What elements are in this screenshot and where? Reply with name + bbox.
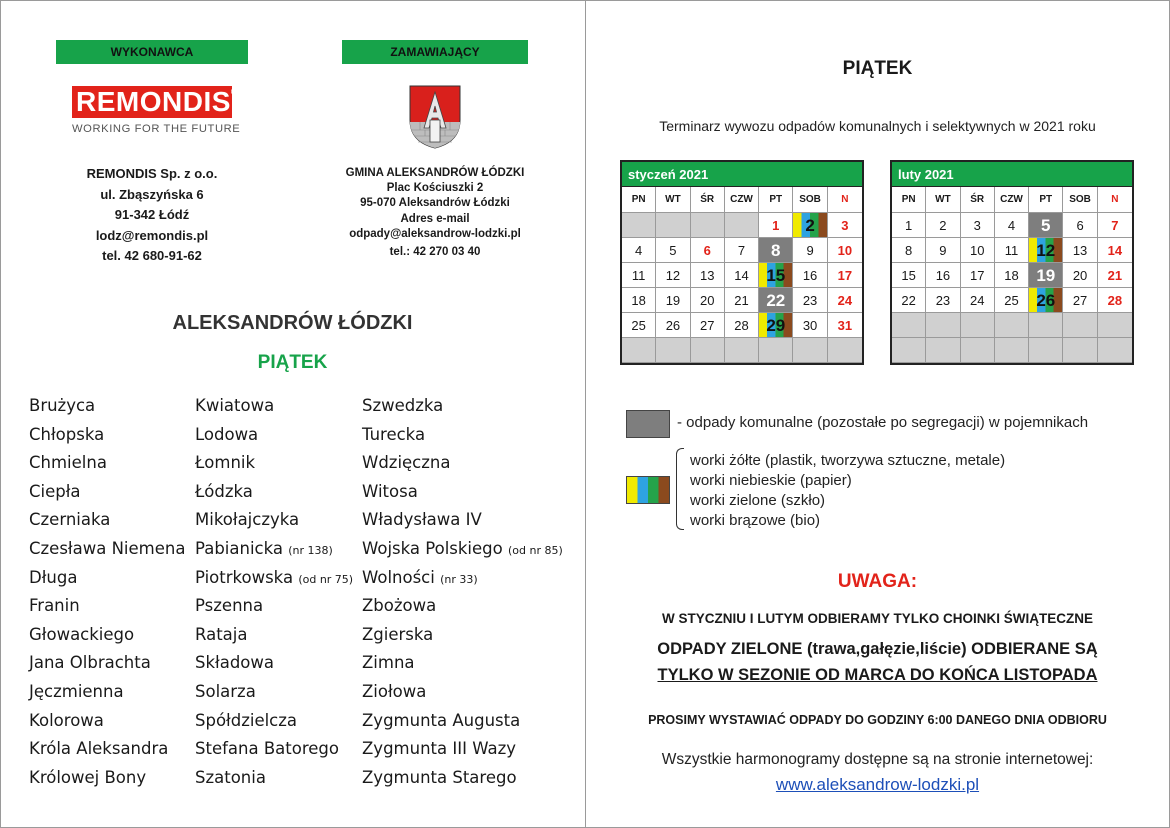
street-name: Jęczmienna (29, 681, 124, 701)
calendar-day: 14 (1098, 238, 1132, 263)
calendar-day: 9 (793, 238, 827, 263)
calendar-empty-cell (995, 338, 1029, 363)
contractor-address: REMONDIS Sp. z o.o. ul. Zbąszyńska 6 91-342 Łódź lodz@remondis.pl tel. 42 680-91-62 (86, 166, 218, 263)
day-name-header: ŚR (691, 187, 725, 213)
calendar-day: 25 (622, 313, 656, 338)
calendar-day: 24 (961, 288, 995, 313)
day-name-header: N (1098, 187, 1132, 213)
street-note: (od nr 85) (508, 543, 563, 557)
street-name: Chmielna (29, 453, 107, 473)
street-name: Królowej Bony (29, 767, 147, 787)
street-name: Pabianicka (nr 138) (195, 538, 333, 558)
calendar-empty-cell (691, 338, 725, 363)
street-name: Pszenna (195, 596, 264, 616)
calendar-empty-cell (1098, 313, 1132, 338)
street-column-3 (362, 392, 563, 792)
notice-title: UWAGA: (837, 571, 918, 592)
calendar-empty-cell (656, 338, 690, 363)
day-name-header: PN (892, 187, 926, 213)
calendar-day: 17 (828, 263, 862, 288)
calendar-day: 7 (725, 238, 759, 263)
calendar-empty-cell (892, 338, 926, 363)
calendar-day: 26 (656, 313, 690, 338)
calendar-day: 17 (961, 263, 995, 288)
calendar-empty-cell (725, 213, 759, 238)
legend-grey-swatch (626, 410, 670, 438)
street-name: Ziołowa (362, 681, 427, 701)
calendar-day: 16 (793, 263, 827, 288)
calendar-day: 6 (691, 238, 725, 263)
calendar-day: 11 (622, 263, 656, 288)
client-label: ZAMAWIAJĄCY (342, 40, 528, 64)
calendar-day: 28 (725, 313, 759, 338)
calendar-day: 3 (961, 213, 995, 238)
street-column-1 (29, 392, 185, 792)
day-name-header: N (828, 187, 862, 213)
street-name: Ciepła (29, 481, 81, 501)
calendar-day: 24 (828, 288, 862, 313)
calendar-day: 19 (656, 288, 690, 313)
calendar-day: 25 (995, 288, 1029, 313)
calendar-day: 7 (1098, 213, 1132, 238)
calendar-day: 4 (622, 238, 656, 263)
calendar-empty-cell (793, 338, 827, 363)
legend-brace (676, 448, 684, 530)
notice-line-1: W STYCZNIU I LUTYM ODBIERAMY TYLKO CHOINKI ŚWIĄTECZNE (662, 611, 1093, 626)
website-link-wrap (585, 775, 1170, 795)
street-name: Wojska Polskiego (od nr 85) (362, 538, 563, 558)
street-name: Zygmunta Augusta (362, 710, 521, 730)
calendar-empty-cell (926, 313, 960, 338)
calendar-empty-cell (656, 213, 690, 238)
calendar-day: 4 (995, 213, 1029, 238)
day-title-right: PIĄTEK (842, 58, 913, 79)
calendar-month-title: luty 2021 (892, 162, 1132, 187)
day-name-header: PT (759, 187, 793, 213)
street-name: Zgierska (362, 624, 434, 644)
calendar-empty-cell (1029, 338, 1063, 363)
street-name: Głowackiego (29, 624, 135, 644)
street-note: (od nr 75) (298, 572, 354, 586)
street-name: Składowa (195, 653, 275, 673)
street-note: (nr 138) (288, 543, 333, 557)
street-name: Chłopska (29, 424, 105, 444)
calendar-day-selektywne: 29 (759, 313, 793, 338)
calendar-day: 22 (892, 288, 926, 313)
calendar-day: 15 (892, 263, 926, 288)
street-name: Rataja (195, 624, 248, 644)
remondis-logo: REMONDIS® WORKING FOR THE FUTURE (72, 86, 241, 135)
notice-line-3: TYLKO W SEZONIE OD MARCA DO KOŃCA LISTOPADA (657, 666, 1098, 684)
street-name: Piotrkowska (od nr 75) (195, 567, 354, 587)
calendar-day: 13 (1063, 238, 1097, 263)
calendar-day: 27 (691, 313, 725, 338)
calendar-day: 16 (926, 263, 960, 288)
calendar-february (890, 160, 1134, 365)
calendar-day: 10 (828, 238, 862, 263)
notice-line-5: Wszystkie harmonogramy dostępne są na stronie internetowej: (661, 751, 1094, 768)
calendar-empty-cell (1029, 313, 1063, 338)
street-name: Zbożowa (362, 596, 437, 616)
street-name: Czerniaka (29, 510, 111, 530)
street-name: Lodowa (195, 424, 259, 444)
calendar-day: 2 (926, 213, 960, 238)
street-name: Zygmunta III Wazy (362, 739, 516, 759)
street-name: Wolności (nr 33) (362, 567, 478, 587)
calendar-empty-cell (926, 338, 960, 363)
day-name-header: WT (656, 187, 690, 213)
street-name: Mikołajczyka (195, 510, 300, 530)
calendar-day: 8 (892, 238, 926, 263)
street-name: Kwiatowa (195, 396, 275, 415)
calendar-day: 12 (656, 263, 690, 288)
calendar-empty-cell (1098, 338, 1132, 363)
calendar-day: 23 (793, 288, 827, 313)
calendar-day: 3 (828, 213, 862, 238)
street-name: Kolorowa (29, 710, 104, 730)
street-name: Czesława Niemena (29, 538, 186, 558)
schedule-title: Terminarz wywozu odpadów komunalnych i selektywnych w 2021 roku (659, 118, 1096, 134)
calendar-day: 23 (926, 288, 960, 313)
calendar-day-selektywne: 12 (1029, 238, 1063, 263)
calendar-day: 18 (622, 288, 656, 313)
calendar-day: 11 (995, 238, 1029, 263)
remondis-tagline: WORKING FOR THE FUTURE (72, 123, 241, 135)
street-name: Szatonia (195, 767, 266, 787)
calendar-empty-cell (892, 313, 926, 338)
calendar-day: 30 (793, 313, 827, 338)
calendar-empty-cell (725, 338, 759, 363)
day-name-header: SOB (793, 187, 827, 213)
calendar-day: 31 (828, 313, 862, 338)
calendar-day: 18 (995, 263, 1029, 288)
legend-bags-swatch (626, 476, 670, 504)
calendar-day: 9 (926, 238, 960, 263)
street-name: Solarza (195, 681, 256, 701)
calendar-day: 5 (656, 238, 690, 263)
street-name: Stefana Batorego (195, 739, 339, 759)
calendar-empty-cell (961, 313, 995, 338)
day-name-header: PN (622, 187, 656, 213)
day-name-header: CZW (995, 187, 1029, 213)
calendar-empty-cell (622, 213, 656, 238)
calendar-empty-cell (828, 338, 862, 363)
contractor-label: WYKONAWCA (56, 40, 248, 64)
coat-of-arms-icon (408, 84, 462, 150)
day-name-header: WT (926, 187, 960, 213)
calendar-empty-cell (622, 338, 656, 363)
street-name: Spółdzielcza (195, 710, 298, 730)
street-name: Długa (29, 567, 78, 587)
calendar-day-komunalne: 8 (759, 238, 793, 263)
day-name-header: PT (1029, 187, 1063, 213)
day-name-header: ŚR (961, 187, 995, 213)
street-name: Zygmunta Starego (362, 767, 517, 787)
calendar-day: 21 (1098, 263, 1132, 288)
calendar-empty-cell (995, 313, 1029, 338)
street-note: (nr 33) (440, 572, 478, 586)
street-name: Brużyca (29, 396, 96, 415)
calendar-day: 21 (725, 288, 759, 313)
street-name: Łomnik (195, 453, 256, 473)
calendar-day: 20 (1063, 263, 1097, 288)
calendar-day-komunalne: 19 (1029, 263, 1063, 288)
street-name: Szwedzka (362, 396, 444, 415)
street-name: Władysława IV (362, 510, 482, 530)
calendar-day-komunalne: 22 (759, 288, 793, 313)
street-name: Wdzięczna (362, 453, 451, 473)
street-column-2 (195, 392, 353, 792)
calendar-day: 20 (691, 288, 725, 313)
day-name-header: SOB (1063, 187, 1097, 213)
street-name: Turecka (362, 424, 426, 444)
notice-line-2: ODPADY ZIELONE (trawa,gałęzie,liście) ODBIERANE SĄ (657, 640, 1098, 658)
street-name: Jana Olbrachta (29, 653, 151, 673)
calendar-day-selektywne: 2 (793, 213, 827, 238)
calendar-empty-cell (691, 213, 725, 238)
calendar-empty-cell (1063, 338, 1097, 363)
client-address: GMINA ALEKSANDRÓW ŁÓDZKI Plac Kościuszki 2 95-070 Aleksandrów Łódzki Adres e-mail odpady@aleksandrow-lodzki.pl tel.: 42 270 03 40 (345, 167, 525, 259)
calendar-day: 28 (1098, 288, 1132, 313)
legend-grey-text: - odpady komunalne (pozostałe po segregacji) w pojemnikach (677, 414, 1089, 431)
calendar-day: 13 (691, 263, 725, 288)
calendar-empty-cell (759, 338, 793, 363)
calendar-day: 14 (725, 263, 759, 288)
website-link[interactable]: www.aleksandrow-lodzki.pl (775, 775, 980, 794)
calendar-empty-cell (961, 338, 995, 363)
street-name: Witosa (362, 481, 418, 501)
calendar-january (620, 160, 864, 365)
day-name-header: CZW (725, 187, 759, 213)
town-title: ALEKSANDRÓW ŁÓDZKI (172, 312, 413, 334)
street-name: Łódzka (195, 481, 253, 501)
day-title-left: PIĄTEK (257, 352, 328, 373)
calendar-day-selektywne: 26 (1029, 288, 1063, 313)
calendar-day-komunalne: 5 (1029, 213, 1063, 238)
street-name: Zimna (362, 653, 415, 673)
calendar-day: 27 (1063, 288, 1097, 313)
calendar-day: 10 (961, 238, 995, 263)
notice-line-4: PROSIMY WYSTAWIAĆ ODPADY DO GODZINY 6:00 DANEGO DNIA ODBIORU (648, 713, 1107, 727)
calendar-day: 6 (1063, 213, 1097, 238)
calendar-day-selektywne: 15 (759, 263, 793, 288)
calendar-empty-cell (1063, 313, 1097, 338)
calendar-day: 1 (892, 213, 926, 238)
calendar-month-title: styczeń 2021 (622, 162, 862, 187)
legend-bags-list: worki żółte (plastik, tworzywa sztuczne, metale) worki niebieskie (papier) worki zielone (szkło) worki brązowe (bio) (690, 452, 1006, 529)
street-name: Franin (29, 596, 80, 616)
street-name: Króla Aleksandra (29, 739, 169, 759)
calendar-day: 1 (759, 213, 793, 238)
